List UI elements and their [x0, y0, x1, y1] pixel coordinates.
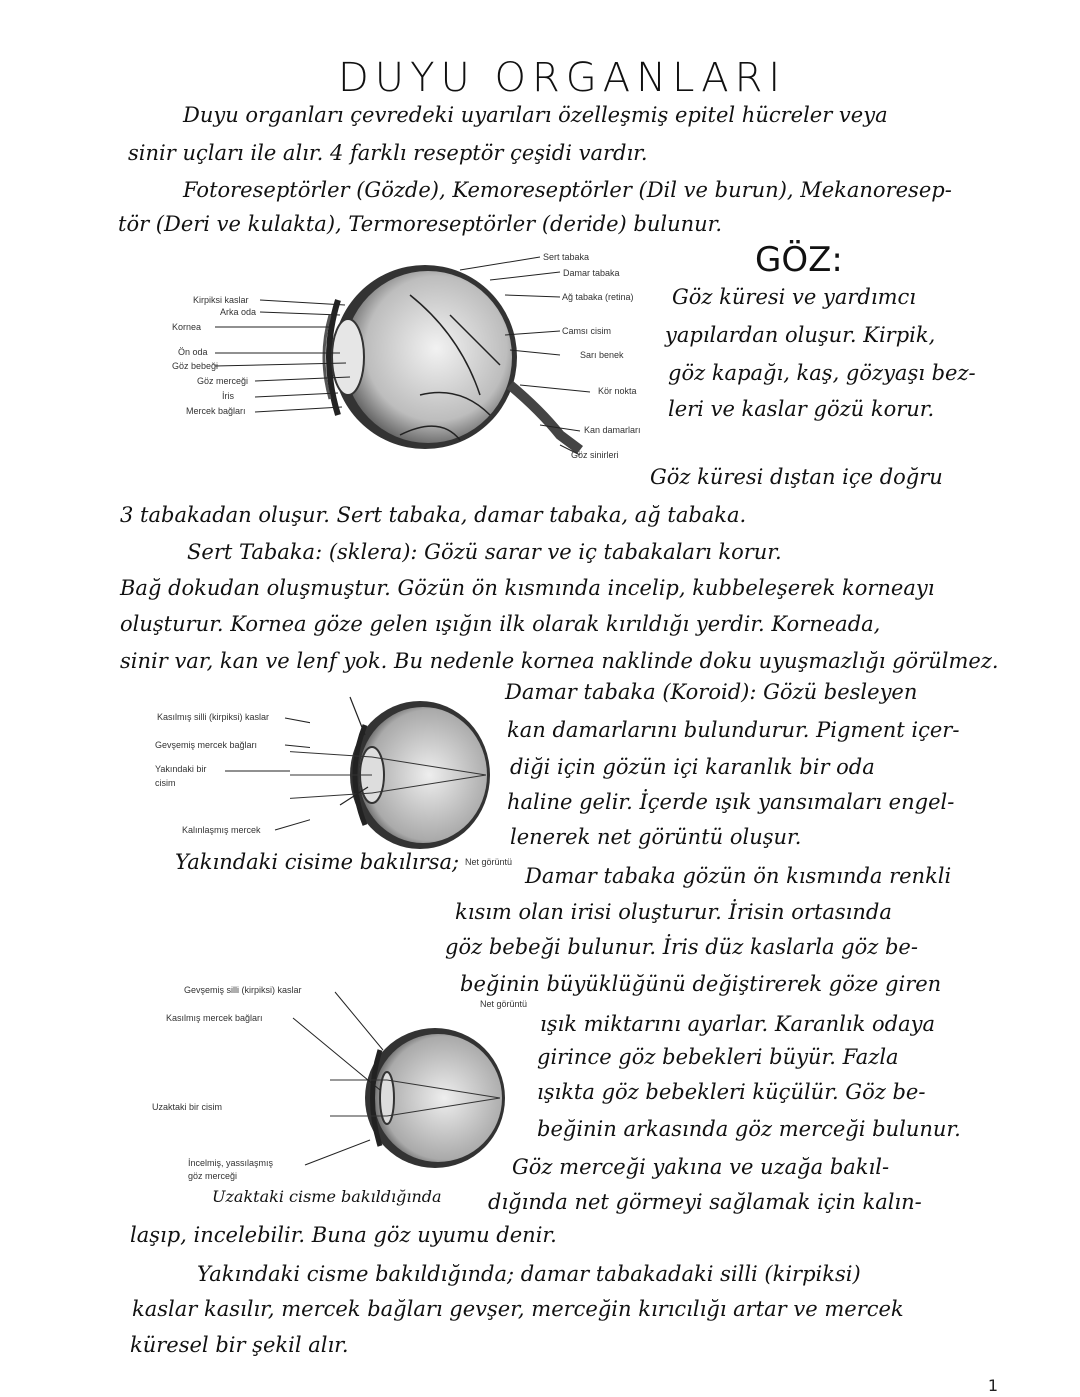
- fig3-caption: Uzaktaki cisme bakıldığında: [212, 1187, 442, 1206]
- damar-line-1: Damar tabaka (Koroid): Gözü besleyen: [505, 680, 918, 704]
- damar-line-9: beğinin büyüklüğünü değiştirerek göze giren: [460, 972, 942, 996]
- closing-line-3: kaslar kasılır, mercek bağları gevşer, merceğin kırıcılığı artar ve mercek: [132, 1297, 904, 1321]
- damar-line-10: ışık miktarını ayarlar. Karanlık odaya: [540, 1012, 935, 1036]
- damar-line-14: Göz merceği yakına ve uzağa bakıl-: [512, 1155, 890, 1179]
- fig3-label-4: Uzaktaki bir cisim: [152, 1102, 223, 1112]
- fig2-label-6: Net görüntü: [465, 857, 513, 867]
- fig1-label-10: Damar tabaka: [563, 268, 620, 278]
- damar-line-6: Damar tabaka gözün ön kısmında renkli: [525, 864, 952, 888]
- damar-line-5: lenerek net görüntü oluşur.: [510, 825, 802, 849]
- fig3-label-3: Net görüntü: [480, 999, 528, 1009]
- page-number: 1: [987, 1376, 998, 1395]
- page-title: DUYU ORGANLARI: [338, 55, 787, 101]
- fig3-label-6: göz merceği: [188, 1171, 238, 1181]
- fig1-label-4: Ön oda: [178, 347, 208, 357]
- closing-line-2: Yakındaki cisme bakıldığında; damar tabakadaki silli (kirpiksi): [197, 1262, 861, 1286]
- fig1-label-14: Kör nokta: [598, 386, 637, 396]
- layers-line-5: oluşturur. Kornea göze gelen ışığın ilk olarak kırıldığı yerdir. Korneada,: [120, 612, 881, 636]
- fig1-label-3: Kornea: [172, 322, 202, 332]
- fig1-label-16: Göz sinirleri: [571, 450, 619, 460]
- goz-side-line-4: leri ve kaslar gözü korur.: [668, 397, 935, 421]
- fig1-label-2: Arka oda: [220, 307, 257, 317]
- fig1-label-13: Sarı benek: [580, 350, 624, 360]
- fig1-label-7: İris: [222, 391, 234, 401]
- fig2-label-1: Kasılmış silli (kirpiksi) kaslar: [157, 712, 270, 722]
- damar-line-15: dığında net görmeyi sağlamak için kalın-: [488, 1190, 922, 1214]
- damar-line-7: kısım olan irisi oluşturur. İrisin ortasında: [455, 900, 892, 924]
- fig3-label-5: İncelmiş, yassılaşmış: [188, 1158, 274, 1168]
- fig2-label-4: cisim: [155, 778, 176, 788]
- far-label-lines: [265, 980, 405, 1180]
- layers-line-6: sinir var, kan ve lenf yok. Bu nedenle kornea naklinde doku uyuşmazlığı görülmez.: [120, 649, 999, 673]
- fig1-label-6: Göz merceği: [197, 376, 249, 386]
- fig2-label-2: Gevşemiş mercek bağları: [155, 740, 258, 750]
- fig3-label-2: Kasılmış mercek bağları: [166, 1013, 263, 1023]
- damar-line-12: ışıkta göz bebekleri küçülür. Göz be-: [537, 1080, 926, 1104]
- fig1-label-12: Camsı cisim: [562, 326, 611, 336]
- intro-line-3: Fotoreseptörler (Gözde), Kemoreseptörler (Dil ve burun), Mekanoresep-: [183, 178, 952, 202]
- damar-line-11: girince göz bebekleri büyür. Fazla: [537, 1045, 899, 1069]
- damar-line-2: kan damarlarını bulundurur. Pigment içer-: [507, 718, 960, 742]
- goz-side-line-1: Göz küresi ve yardımcı: [672, 285, 916, 309]
- layers-line-3: Sert Tabaka: (sklera): Gözü sarar ve iç tabakaları korur.: [187, 540, 782, 564]
- goz-heading: GÖZ:: [755, 240, 843, 280]
- near-vision-figure: [290, 695, 495, 870]
- intro-line-2: sinir uçları ile alır. 4 farklı reseptör çeşidi vardır.: [128, 141, 648, 165]
- layers-line-1: Göz küresi dıştan içe doğru: [650, 465, 943, 489]
- fig1-label-9: Sert tabaka: [543, 252, 590, 262]
- damar-line-13: beğinin arkasında göz merceği bulunur.: [537, 1117, 961, 1141]
- goz-side-line-2: yapılardan oluşur. Kirpik,: [665, 323, 936, 347]
- fig1-label-15: Kan damarları: [584, 425, 641, 435]
- fig1-label-5: Göz bebeği: [172, 361, 219, 371]
- layers-line-2: 3 tabakadan oluşur. Sert tabaka, damar tabaka, ağ tabaka.: [120, 503, 747, 527]
- fig2-label-3: Yakındaki bir: [155, 764, 207, 774]
- intro-line-4: tör (Deri ve kulakta), Termoreseptörler (deride) bulunur.: [118, 212, 723, 236]
- fig1-label-1: Kirpiksi kaslar: [193, 295, 249, 305]
- fig3-label-1: Gevşemiş silli (kirpiksi) kaslar: [184, 985, 302, 995]
- goz-side-line-3: göz kapağı, kaş, gözyaşı bez-: [668, 361, 976, 385]
- damar-line-4: haline gelir. İçerde ışık yansımaları engel-: [507, 790, 955, 814]
- fig1-label-11: Ağ tabaka (retina): [562, 292, 634, 302]
- fig2-caption: Yakındaki cisime bakılırsa;: [175, 850, 460, 874]
- fig1-label-8: Mercek bağları: [186, 406, 246, 416]
- intro-line-1: Duyu organları çevredeki uyarıları özelleşmiş epitel hücreler veya: [183, 103, 888, 127]
- damar-line-8: göz bebeği bulunur. İris düz kaslarla göz be-: [445, 935, 918, 959]
- fig2-label-5: Kalınlaşmış mercek: [182, 825, 261, 835]
- closing-line-4: küresel bir şekil alır.: [130, 1333, 349, 1357]
- closing-line-1: laşıp, incelebilir. Buna göz uyumu denir.: [130, 1223, 557, 1247]
- layers-line-4: Bağ dokudan oluşmuştur. Gözün ön kısmında incelip, kubbeleşerek korneayı: [120, 576, 935, 600]
- damar-line-3: diği için gözün içi karanlık bir oda: [510, 755, 875, 779]
